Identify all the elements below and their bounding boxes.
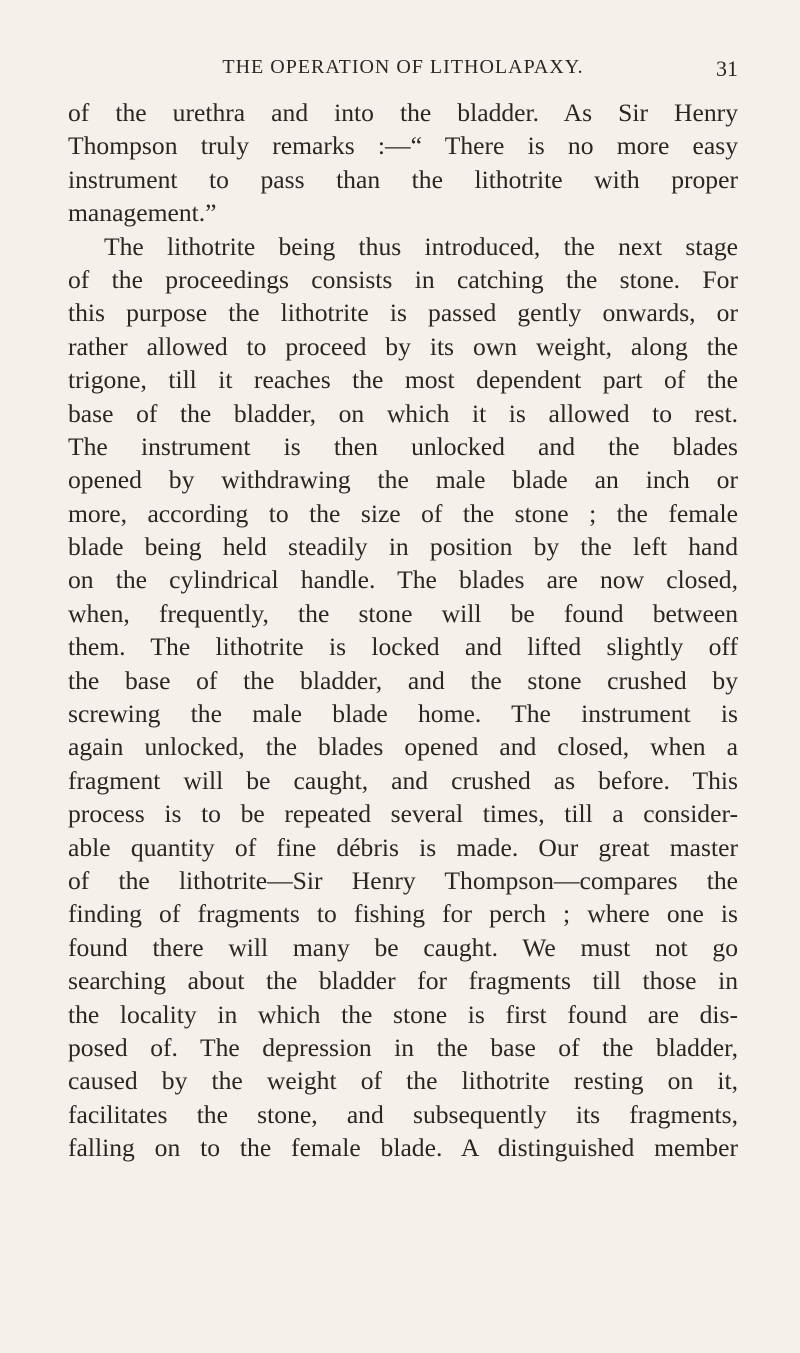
- text-line: posed of. The depression in the base of the bladder,: [68, 1032, 738, 1062]
- text-line: of the lithotrite—Sir Henry Thompson—compares the: [68, 865, 738, 895]
- text-line: process is to be repeated several times, till a consider-: [68, 799, 738, 829]
- text-line: of the urethra and into the bladder. As Sir Henry: [68, 98, 738, 127]
- text-line: when, frequently, the stone will be found between: [68, 598, 738, 628]
- text-line: found there will many be caught. We must not go: [68, 932, 738, 962]
- text-line: the locality in which the stone is first found are dis-: [68, 999, 738, 1029]
- text-line: of the proceedings consists in catching the stone. For: [68, 264, 738, 294]
- text-line: Thompson truly remarks :—“ There is no more easy: [68, 131, 738, 161]
- text-line: the base of the bladder, and the stone crushed by: [68, 665, 738, 695]
- text-line: trigone, till it reaches the most dependent part of the: [68, 365, 738, 395]
- text-line: this purpose the lithotrite is passed gently onwards, or: [68, 298, 738, 328]
- text-line: The lithotrite being thus introduced, the next stage: [104, 231, 738, 261]
- text-line: management.”: [68, 198, 217, 228]
- text-line: more, according to the size of the stone ; the female: [68, 498, 738, 528]
- text-line: again unlocked, the blades opened and closed, when a: [68, 732, 738, 762]
- text-line: falling on to the female blade. A distinguished member: [68, 1133, 738, 1163]
- text-line: blade being held steadily in position by the left hand: [68, 532, 738, 562]
- text-line: finding of fragments to fishing for perch ; where one is: [68, 899, 738, 929]
- text-line: screwing the male blade home. The instrument is: [68, 699, 738, 729]
- text-line: base of the bladder, on which it is allowed to rest.: [68, 398, 738, 428]
- text-line: opened by withdrawing the male blade an inch or: [68, 465, 738, 495]
- text-line: facilitates the stone, and subsequently its fragments,: [68, 1099, 738, 1129]
- text-line: The instrument is then unlocked and the blades: [68, 431, 738, 461]
- text-line: rather allowed to proceed by its own weight, along the: [68, 331, 738, 361]
- page-number: 31: [716, 56, 738, 81]
- text-line: able quantity of fine débris is made. Our great master: [68, 832, 738, 862]
- text-line: instrument to pass than the lithotrite with proper: [68, 164, 738, 194]
- running-title: THE OPERATION OF LITHOLAPAXY.: [222, 56, 584, 78]
- text-line: fragment will be caught, and crushed as before. This: [68, 765, 738, 795]
- page-header: [68, 56, 738, 86]
- text-line: on the cylindrical handle. The blades are now closed,: [68, 565, 738, 595]
- text-line: caused by the weight of the lithotrite resting on it,: [68, 1066, 738, 1096]
- body-text: [68, 96, 738, 1165]
- text-line: them. The lithotrite is locked and lifted slightly off: [68, 632, 738, 662]
- text-line: searching about the bladder for fragments till those in: [68, 966, 738, 996]
